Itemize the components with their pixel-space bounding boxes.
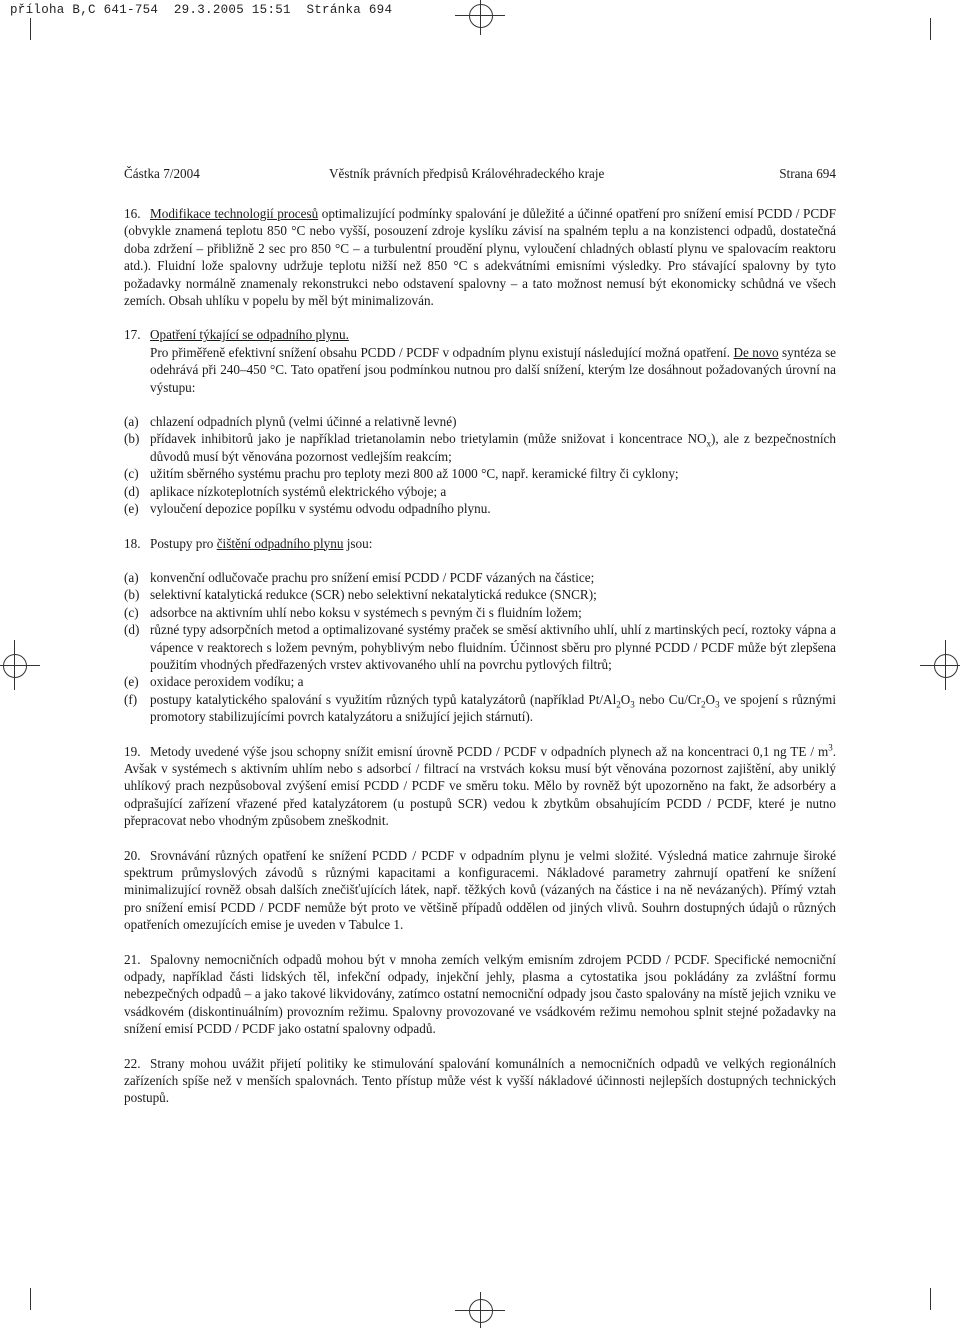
list-item: (b) selektivní katalytická redukce (SCR) nebo selektivní nekatalytická redukce (SNCR); bbox=[124, 587, 597, 603]
list-item: (d) různé typy adsorpčních metod a optimalizované systémy praček se směsí aktivního uhlí, uhlí z martinských pecí, roztoky vápna a vápence v reaktorech s ložem pevným, pohyblivým nebo fluidním. Účinnost sběru pro plynné PCDD / PCDF může být zlepšena použitím vhodných předřazených vrstev aktivovaného uhlí na povrchu pytlových filtrů; bbox=[124, 622, 836, 672]
paragraph-21: 21. Spalovny nemocničních odpadů mohou být v mnoha zemích velkým emisním zdrojem PCDD / PCDF. Specifické nemocniční odpady, například části lidských těl, infekční odpady, injekční jehly, plasma a cytostatika jsou pokládány za zvláštní formu nebezpečných odpadů – a jako takové likvidovány, zatímco ostatní nemocniční odpady jsou často spalovány na místě jejich vzniku ve vsádkovém (diskontinuálním) provozním režimu. Spalovny provozované ve vsádkovém režimu nemohou splnit stejné požadavky na snížení emisí PCDD / PCDF jako ostatní spalovny odpadů. bbox=[124, 951, 836, 1037]
paragraph-20: 20. Srovnávání různých opatření ke snížení PCDD / PCDF v odpadním plynu je velmi složité. Výsledná matice zahrnuje široké spektrum průmyslových závodů s různými kapacitami a konfiguracemi. Nákladové parametry zahrnují opatření ke snížení minimalizující rovněž obsah dalších znečišťujících látek, např. těžkých kovů (vázaných na částice i na ně nevázaných). Přímý vztah pro snížení emisí PCDD / PCDF nemůže být proto ve většině případů oddělen od jiných vlivů. Souhrn dostupných údajů o různých opatřeních omezujících emise je uveden v Tabulce 1. bbox=[124, 847, 836, 933]
list-item: (b) přídavek inhibitorů jako je například trietanolamin nebo trietylamin (může snižovat i koncentrace $NO_x$), ale z bezpečnostních důvodů musí být věnována pozornost vedlejším reakcím; bbox=[124, 431, 837, 464]
list-18 bbox=[124, 569, 836, 726]
header-issue: Částka 7/2004 bbox=[124, 166, 200, 181]
list-item: (a) konvenční odlučovače prachu pro snížení emisí PCDD / PCDF vázaných na částice; bbox=[124, 569, 595, 585]
header-page-number: Strana 694 bbox=[779, 166, 836, 181]
list-item: (e) vyloučení depozice popílku v systému odvodu odpadního plynu. bbox=[124, 501, 491, 517]
list-item: (f) postupy katalytického spalování s využitím různých typů katalyzátorů (například $Pt/Al_2O_3$ nebo $Cu/Cr_2O_3$ ve spojení s různými promotory stabilizujícími povrch katalyzátoru a snižující jejich stárnutí). bbox=[124, 691, 836, 725]
registration-mark-right bbox=[920, 640, 960, 690]
paragraph-18-heading: 18. Postupy pro čištění odpadního plynu jsou: bbox=[124, 535, 373, 551]
crop-mark-bottom-right bbox=[920, 1288, 960, 1328]
list-item: (d) aplikace nízkoteplotních systémů elektrického výboje; a bbox=[124, 483, 447, 499]
crop-mark-bottom-left bbox=[0, 1288, 40, 1328]
registration-mark-bottom bbox=[455, 1292, 505, 1328]
list-item: (a) chlazení odpadních plynů (velmi účinné a relativně levné) bbox=[124, 414, 457, 430]
list-item: (c) adsorbce na aktivním uhlí nebo koksu v systémech s pevným či s fluidním ložem; bbox=[124, 604, 582, 620]
registration-mark-top bbox=[455, 0, 505, 35]
page-body bbox=[124, 205, 836, 1107]
list-17 bbox=[124, 413, 836, 517]
paragraph-19: 19. Metody uvedené výše jsou schopny snížit emisní úrovně PCDD / PCDF v odpadních plynech až na koncentraci 0,1 ng TE / $m^3$. Avšak v systémech s aktivním uhlím nebo s adsorbcí / filtrací na vrstvách koksu musí být věnována pozornost zajištění, aby uniklý uhlíkový prach nezpůsoboval zvýšení emisí PCDD / PCDF ve směru toku. Mělo by rovněž být upozorněno na fakt, že adsorbéry a odprašující zařízení vřazené před katalyzátorem (u postupů SCR) vedou k zbytkům obsahujícím PCDD / PCDF, které je nutno přepracovat nebo vhodným způsobem zneškodnit. bbox=[124, 742, 836, 829]
paragraph-17-text: Pro přiměřeně efektivní snížení obsahu PCDD / PCDF v odpadním plynu existují následující možná opatření. De novo syntéza se odehrává při 240–450 °C. Tato opatření jsou podmínkou nutnou pro další snížení, kterým lze dosáhnout požadovaných úrovní na výstupu: bbox=[150, 344, 836, 395]
list-item: (e) oxidace peroxidem vodíku; a bbox=[124, 674, 304, 690]
list-item: (c) užitím sběrného systému prachu pro teploty mezi 800 až 1000 °C, např. keramické filtry či cyklony; bbox=[124, 466, 679, 482]
crop-mark-top-left bbox=[0, 0, 40, 40]
paragraph-22: 22. Strany mohou uvážit přijetí politiky ke stimulování spalování komunálních a nemocničních odpadů ve velkých regionálních zařízeních spíše než v menších spalovnách. Tento přístup může vést k vyšší nákladové účinnosti nejlepších dostupných technických postupů. bbox=[124, 1055, 836, 1106]
print-slug: příloha B,C 641-754 29.3.2005 15:51 Stránka 694 bbox=[10, 3, 393, 17]
header-publication-title: Věstník právních předpisů Královéhradeckého kraje bbox=[329, 166, 605, 181]
paragraph-16: 16. Modifikace technologií procesů optimalizující podmínky spalování je důležité a účinné opatření pro snížení emisí PCDD / PCDF (obvykle znamená teplotu 850 °C nebo vyšší, posouzení zdroje kyslíku závisí na spalném teplu a na konzistenci odpadů, dostatečná doba zdržení – přibližně 2 sec pro 850 °C – a turbulentní proudění plynu, vyloučení chladných oblastí plynu ve spalovacím reaktoru atd.). Fluidní lože spalovny udržuje teplotu nižší než 850 °C s adekvátními emisními výsledky. Pro stávající spalovny by tyto požadavky normálně znamenaly rekonstrukci nebo odstavení spalovny – a tato možnost nemusí být ekonomicky schůdná ve všech zemích. Obsah uhlíku v popelu by měl být minimalizován. bbox=[124, 206, 836, 309]
crop-mark-top-right bbox=[920, 0, 960, 40]
registration-mark-left bbox=[0, 640, 40, 690]
paragraph-17-heading: 17. Opatření týkající se odpadního plynu. bbox=[124, 327, 349, 343]
